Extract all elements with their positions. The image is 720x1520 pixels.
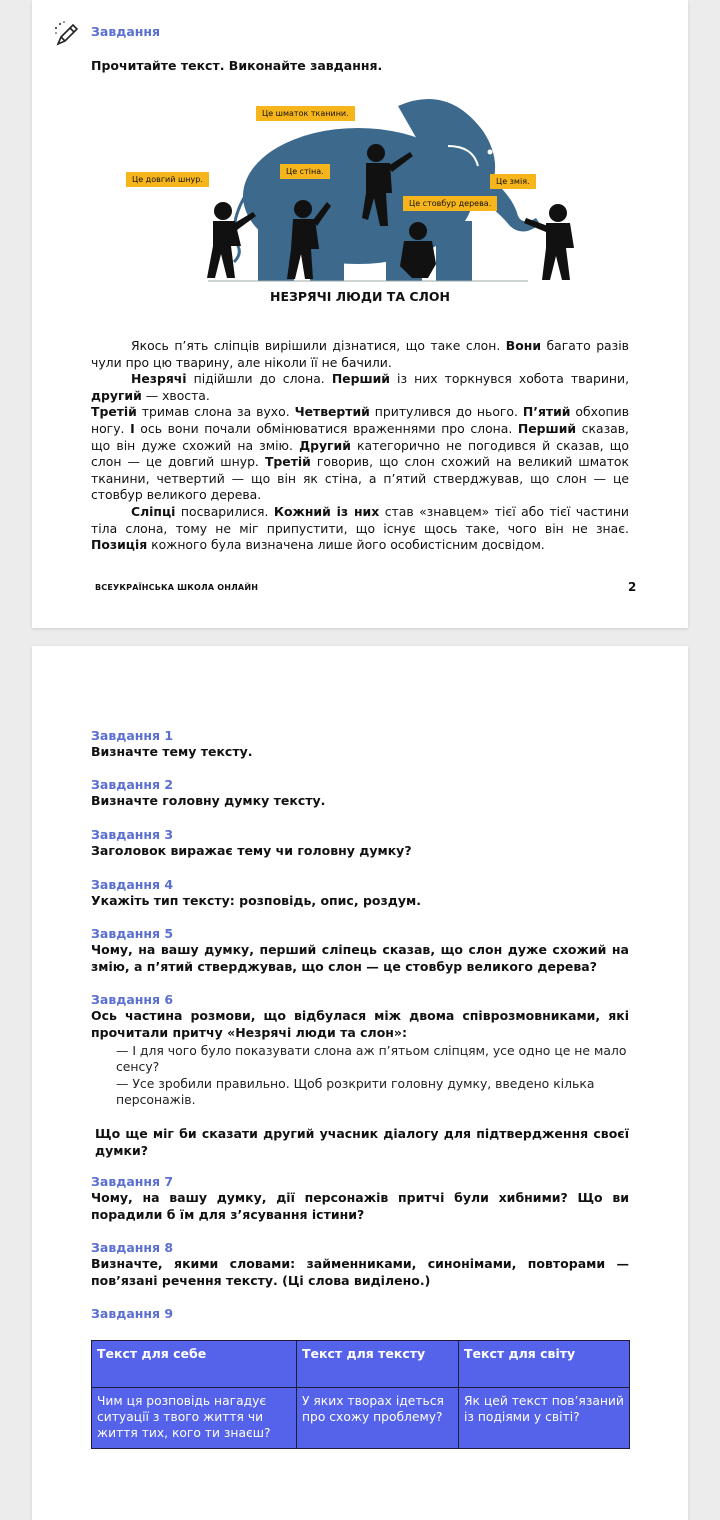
task-question: Укажіть тип тексту: розповідь, опис, роздум. (91, 893, 421, 908)
task-6 (91, 992, 629, 1041)
highlighted-word: І (130, 420, 135, 436)
story-paragraph (91, 371, 629, 404)
task-question: Чому, на вашу думку, дії персонажів притчі були хибними? Що ви порадили б їм для з’ясування істини? (91, 1190, 629, 1222)
task-label: Завдання 1 (91, 728, 174, 743)
story-run: притулився до нього. (369, 404, 523, 420)
task-4 (91, 877, 629, 910)
document-page-2 (32, 646, 688, 1520)
highlighted-word: Третій (91, 404, 137, 420)
story-run: посварилися. (175, 503, 274, 519)
story-run: став «знавцем» тієї або тієї частини тіла слона, тому не міг припустити, що існує щось таке, чого він не знає. (91, 503, 629, 536)
highlighted-word: Позиція (91, 537, 148, 553)
highlighted-word: Вони (505, 338, 541, 353)
page-number: 2 (628, 580, 637, 594)
story-run: ось вони почали обмінюватися враженнями про слона. (134, 420, 518, 436)
highlighted-word: Незрячі (131, 371, 187, 387)
speech-bubble: Це стіна. (280, 164, 330, 179)
highlighted-word: другий (91, 387, 142, 403)
speech-bubble: Це довгий шнур. (126, 172, 209, 187)
story-run: сказав, що він дуже схожий на змію. (91, 420, 629, 453)
story-run: обхопив ногу. (91, 404, 629, 436)
speech-bubble: Це шматок тканини. (256, 106, 355, 121)
highlighted-word: Кожний із них (273, 503, 380, 519)
story-run: багато разів чули про цю тварину, але ніколи її не бачили. (91, 338, 629, 370)
table-header: Текст для тексту (297, 1341, 459, 1388)
highlighted-word: Сліпці (131, 503, 176, 519)
highlighted-word: Другий (299, 437, 351, 453)
instruction: Прочитайте текст. Виконайте завдання. (91, 58, 383, 73)
highlighted-word: Перший (517, 420, 577, 436)
task-3 (91, 827, 629, 860)
dialogue-line-1: — І для чого було показувати слона аж п’ятьом сліпцям, усе одно це не мало сенсу? (116, 1043, 627, 1074)
highlighted-word: П’ятий (522, 404, 571, 420)
task-label: Завдання 2 (91, 777, 174, 792)
task-question: Чому, на вашу думку, перший сліпець сказав, що слон дуже схожий на змію, а п’ятий стверджував, що слон — це стовбур великого дерева? (91, 942, 629, 974)
task-label: Завдання 4 (91, 877, 174, 892)
footer-school-name: ВСЕУКРАЇНСЬКА ШКОЛА ОНЛАЙН (95, 583, 259, 592)
highlighted-word: Перший (331, 371, 390, 387)
speech-bubble: Це змія. (490, 174, 536, 189)
story-run: Якось п’ять сліпців вирішили дізнатися, що таке слон. (131, 338, 506, 353)
highlighted-word: Третій (264, 454, 311, 470)
story-run: кожного була визначена лише його особистісним досвідом. (147, 537, 545, 553)
task-1 (91, 728, 629, 761)
dialogue-line-2: — Усе зробили правильно. Щоб розкрити головну думку, введено кілька персонажів. (116, 1076, 595, 1107)
task-question: Визначте тему тексту. (91, 744, 253, 759)
task-question: Визначте головну думку тексту. (91, 793, 326, 808)
story-text (91, 338, 629, 554)
table-header: Текст для світу (459, 1341, 630, 1388)
task-9 (91, 1306, 629, 1322)
table-cell: У яких творах ідеться про схожу проблему? (297, 1388, 459, 1449)
section-label: Завдання (91, 24, 161, 39)
story-paragraph (91, 338, 629, 371)
table-cell: Чим ця розповідь нагадує ситуації з твого життя чи життя тих, кого ти знаєш? (92, 1388, 297, 1449)
task-label: Завдання 5 (91, 926, 174, 941)
task-question: Заголовок виражає тему чи головну думку? (91, 843, 412, 858)
task-8 (91, 1240, 629, 1289)
task-2 (91, 777, 629, 810)
story-run: тримав слона за вухо. (136, 404, 295, 420)
task-6-followup (95, 1126, 629, 1159)
story-paragraph (91, 404, 629, 504)
table-cell: Як цей текст пов’язаний із подіями у світі? (459, 1388, 630, 1449)
story-paragraph (91, 504, 629, 554)
illustration-title: НЕЗРЯЧІ ЛЮДИ ТА СЛОН (270, 289, 450, 304)
speech-bubble: Це стовбур дерева. (403, 196, 497, 211)
story-run: — хвоста. (141, 387, 210, 403)
document-page-1 (32, 0, 688, 628)
task-question: Визначте, якими словами: займенниками, синонімами, повторами — пов’язані речення тексту. (Ці слова виділено.) (91, 1256, 629, 1288)
task-7 (91, 1174, 629, 1223)
story-run: підійшли до слона. (186, 371, 332, 387)
highlighted-word: Четвертий (294, 404, 370, 420)
story-run: категорично не погодився й сказав, що слон — це довгий шнур. (91, 437, 629, 470)
task-5 (91, 926, 629, 975)
task-label: Завдання 7 (91, 1174, 174, 1189)
pencil-icon (52, 20, 82, 50)
task-question: Ось частина розмови, що відбулася між двома співрозмовниками, які прочитали притчу «Незрячі люди та слон»: (91, 1008, 629, 1040)
reflection-table (91, 1340, 630, 1449)
task-label: Завдання 6 (91, 992, 174, 1007)
table-header: Текст для себе (92, 1341, 297, 1388)
task-label: Завдання 3 (91, 827, 174, 842)
story-run: говорив, що слон схожий на великий шматок тканини, четвертий — що він як стіна, а п’ятий стверджував, що слон — це стовбур великого дерева. (91, 454, 629, 503)
followup-question: Що ще міг би сказати другий учасник діалогу для підтвердження своєї думки? (95, 1126, 629, 1158)
task-label: Завдання 9 (91, 1306, 174, 1321)
story-run: із них торкнувся хобота тварини, (389, 371, 630, 387)
task-label: Завдання 8 (91, 1240, 174, 1255)
